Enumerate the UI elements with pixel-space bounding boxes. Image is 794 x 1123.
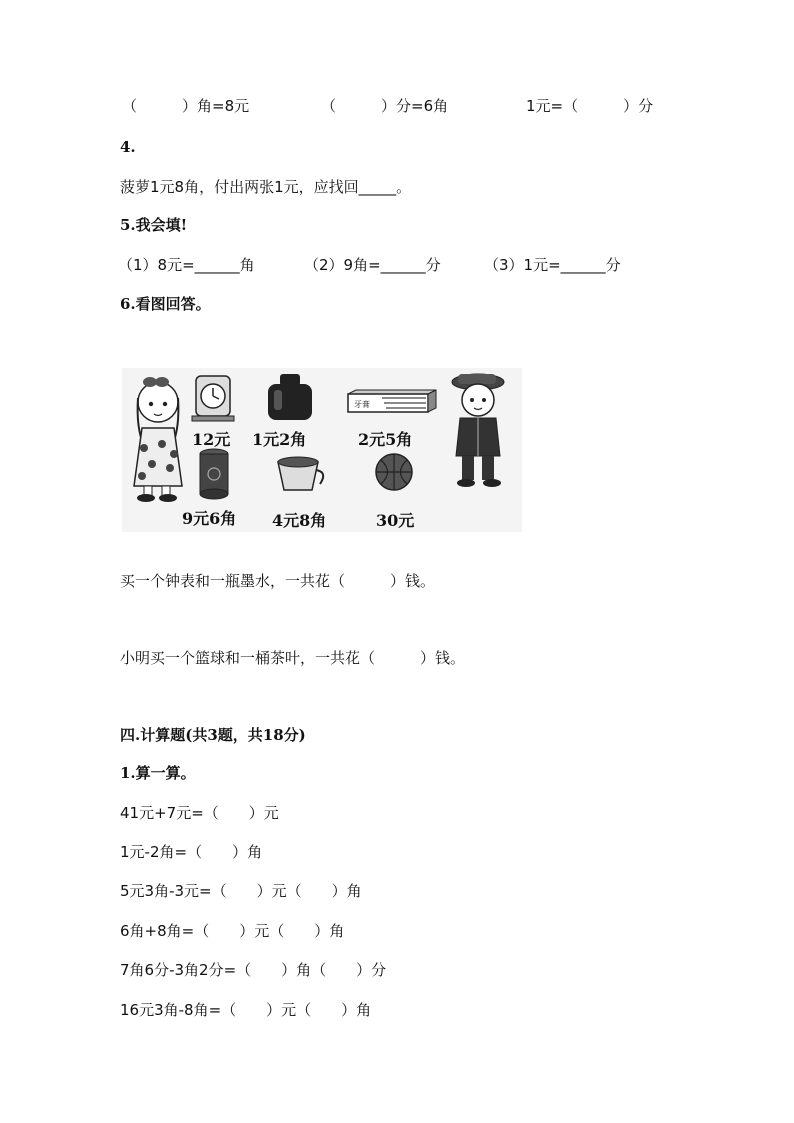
calc-item-1: 41元+7元=（ ）元	[120, 804, 279, 822]
toothpaste-box-icon	[348, 390, 436, 412]
question-6-part-1: 买一个钟表和一瓶墨水，一共花（ ）钱。	[120, 572, 436, 590]
price-ink: 1元2角	[252, 430, 307, 449]
section-4-question-1-title: 1.算一算。	[120, 764, 196, 782]
price-basketball: 30元	[376, 511, 415, 530]
basketball-icon	[376, 454, 412, 490]
price-cup: 4元8角	[272, 511, 327, 530]
calc-item-2: 1元-2角=（ ）角	[120, 843, 263, 861]
conversion-item-2: （ ）分=6角	[321, 97, 449, 115]
shopping-illustration	[122, 368, 522, 532]
tea-canister-icon	[200, 449, 228, 499]
price-tea: 9元6角	[182, 509, 237, 528]
calc-item-5: 7角6分-3角2分=（ ）角（ ）分	[120, 961, 387, 979]
section-4-title: 四.计算题(共3题，共18分)	[120, 726, 306, 744]
conversion-item-3: 1元=（ ）分	[526, 97, 654, 115]
toothpaste-box-label: 牙膏	[354, 400, 370, 409]
question-6-part-2: 小明买一个篮球和一桶茶叶，一共花（ ）钱。	[120, 649, 466, 667]
question-6-title: 6.看图回答。	[120, 295, 211, 313]
question-5-item-3: （3）1元=______分	[484, 256, 621, 274]
price-clock: 12元	[192, 430, 231, 449]
question-5-item-1: （1）8元=______角	[118, 256, 255, 274]
clock-icon	[192, 376, 234, 421]
calc-item-3: 5元3角-3元=（ ）元（ ）角	[120, 882, 362, 900]
price-toothpaste: 2元5角	[358, 430, 413, 449]
girl-illustration	[134, 377, 182, 502]
question-5-item-2: （2）9角=______分	[304, 256, 441, 274]
conversion-item-1: （ ）角=8元	[122, 97, 250, 115]
question-4-number: 4.	[120, 138, 136, 156]
question-4-text: 菠萝1元8角，付出两张1元，应找回_____。	[120, 178, 412, 196]
calc-item-4: 6角+8角=（ ）元（ ）角	[120, 922, 345, 940]
calc-item-6: 16元3角-8角=（ ）元（ ）角	[120, 1001, 372, 1019]
question-5-title: 5.我会填!	[120, 216, 188, 234]
